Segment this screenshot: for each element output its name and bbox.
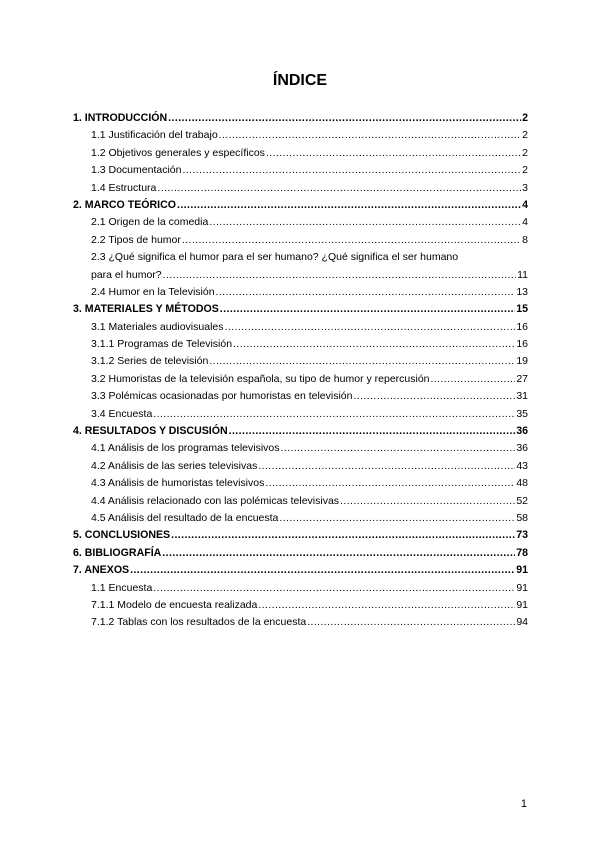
toc-entry-page: 2 (522, 129, 528, 142)
toc-entry-7-1-2[interactable] (73, 614, 528, 631)
dot-leader (340, 493, 515, 510)
toc-entry-page: 43 (516, 459, 528, 472)
toc-entry-page: 36 (516, 425, 528, 438)
dot-leader (216, 284, 516, 301)
toc-entry-3-1-1[interactable] (73, 336, 528, 353)
dot-leader (307, 614, 515, 631)
toc-entry-label: 7. ANEXOS (73, 564, 130, 577)
toc-entry-3-2[interactable] (73, 371, 528, 388)
toc-entry-label: 3.1 Materiales audiovisuales (91, 320, 224, 333)
toc-entry-label: 3.1.1 Programas de Televisión (91, 338, 233, 351)
toc-entry-4-1[interactable] (73, 440, 528, 457)
toc-entry-label: 3.4 Encuesta (91, 407, 153, 420)
toc-entry-label: 4.4 Análisis relacionado con las polémicas televisivas (91, 494, 340, 507)
dot-leader (225, 319, 516, 336)
toc-entry-label: 1.1 Justificación del trabajo (91, 129, 218, 142)
dot-leader (171, 527, 515, 544)
dot-leader (177, 197, 521, 214)
toc-entry-7-1-1[interactable] (73, 597, 528, 614)
toc-entry-1-3[interactable] (73, 162, 528, 179)
toc-entry-page: 36 (516, 442, 528, 455)
toc-entry-1-introduccion[interactable] (73, 110, 528, 127)
dot-leader (219, 127, 522, 144)
toc-entry-label: 4.3 Análisis de humoristas televisivos (91, 477, 265, 490)
toc-entry-page: 19 (516, 355, 528, 368)
toc-entry-label: 3.3 Polémicas ocasionadas por humoristas en televisión (91, 390, 353, 403)
dot-leader (233, 336, 515, 353)
toc-entry-1-1[interactable] (73, 127, 528, 144)
dot-leader (265, 475, 515, 492)
dot-leader (162, 545, 515, 562)
toc-entry-4-2[interactable] (73, 458, 528, 475)
index-title: ÍNDICE (272, 72, 328, 89)
toc-entry-page: 8 (522, 233, 528, 246)
toc-entry-6-bibliografia[interactable] (73, 545, 528, 562)
toc-entry-page: 94 (516, 616, 528, 629)
toc-entry-page: 4 (522, 198, 528, 211)
toc-entry-3-1[interactable] (73, 319, 528, 336)
toc-entry-label: 1.3 Documentación (91, 164, 182, 177)
toc-entry-7-anexos[interactable] (73, 562, 528, 579)
toc-entry-4-5[interactable] (73, 510, 528, 527)
dot-leader (281, 440, 516, 457)
toc-entry-page: 13 (516, 285, 528, 298)
toc-entry-label: 5. CONCLUSIONES (73, 529, 171, 542)
toc-entry-3-3[interactable] (73, 388, 528, 405)
toc-entry-label: 3.2 Humoristas de la televisión española, su tipo de humor y repercusión (91, 372, 430, 385)
dot-leader (153, 406, 515, 423)
toc-entry-2-marco-teorico[interactable] (73, 197, 528, 214)
toc-entry-label: 3. MATERIALES Y MÉTODOS (73, 303, 219, 316)
toc-entry-page: 31 (516, 390, 528, 403)
toc-entry-4-4[interactable] (73, 493, 528, 510)
toc-entry-label: 3.1.2 Series de televisión (91, 355, 209, 368)
dot-leader (229, 423, 516, 440)
toc-entry-page: 27 (516, 372, 528, 385)
toc-entry-page: 11 (517, 268, 528, 281)
toc-entry-label: 1.4 Estructura (91, 181, 157, 194)
dot-leader (157, 180, 521, 197)
dot-leader (182, 232, 521, 249)
page-number: 1 (520, 798, 527, 810)
toc-entry-page: 2 (522, 164, 528, 177)
dot-leader (266, 145, 521, 162)
dot-leader (353, 388, 515, 405)
toc-entry-2-3[interactable] (73, 249, 528, 284)
toc-entry-page: 52 (516, 494, 528, 507)
toc-entry-label: 7.1.1 Modelo de encuesta realizada (91, 598, 258, 611)
toc-entry-page: 3 (522, 181, 528, 194)
dot-leader (279, 510, 515, 527)
toc-entry-label: 4.5 Análisis del resultado de la encuesta (91, 511, 279, 524)
dot-leader (130, 562, 515, 579)
toc-entry-2-1[interactable] (73, 214, 528, 231)
toc-entry-4-3[interactable] (73, 475, 528, 492)
dot-leader (431, 371, 516, 388)
toc-entry-label-line1: 2.3 ¿Qué significa el humor para el ser humano? ¿Qué significa el ser humano (91, 251, 459, 264)
toc-entry-page: 15 (516, 303, 528, 316)
toc-entry-label: 2. MARCO TEÓRICO (73, 198, 176, 211)
toc-entry-page: 91 (516, 598, 528, 611)
toc-entry-page: 35 (516, 407, 528, 420)
toc-entry-2-4[interactable] (73, 284, 528, 301)
toc-entry-3-materiales[interactable] (73, 301, 528, 318)
dot-leader (209, 353, 515, 370)
toc-entry-line2 (91, 267, 528, 284)
toc-entry-label: 7.1.2 Tablas con los resultados de la encuesta (91, 616, 307, 629)
toc-entry-label: 1.1 Encuesta (91, 581, 153, 594)
toc-entry-label: 4.2 Análisis de las series televisivas (91, 459, 258, 472)
dot-leader (258, 458, 515, 475)
table-of-contents (73, 110, 528, 632)
dot-leader (168, 110, 521, 127)
toc-entry-label: 6. BIBLIOGRAFÍA (73, 546, 162, 559)
toc-entry-label: 2.2 Tipos de humor (91, 233, 181, 246)
toc-entry-page: 78 (516, 546, 528, 559)
toc-entry-label: 4. RESULTADOS Y DISCUSIÓN (73, 425, 228, 438)
dot-leader (258, 597, 515, 614)
toc-entry-page: 48 (516, 477, 528, 490)
toc-entry-label: 4.1 Análisis de los programas televisivos (91, 442, 280, 455)
toc-entry-2-2[interactable] (73, 232, 528, 249)
toc-entry-label: 1.2 Objetivos generales y específicos (91, 146, 265, 159)
toc-entry-label: 2.4 Humor en la Televisión (91, 285, 215, 298)
toc-entry-1-4[interactable] (73, 180, 528, 197)
toc-entry-label: 2.1 Origen de la comedia (91, 216, 209, 229)
toc-entry-3-4[interactable] (73, 406, 528, 423)
toc-entry-label-line2: para el humor? (91, 268, 162, 281)
dot-leader (220, 301, 515, 318)
toc-entry-page: 58 (516, 511, 528, 524)
dot-leader (182, 162, 521, 179)
toc-entry-4-resultados[interactable] (73, 423, 528, 440)
toc-entry-page: 91 (516, 581, 528, 594)
toc-entry-3-1-2[interactable] (73, 353, 528, 370)
toc-entry-page: 4 (522, 216, 528, 229)
toc-entry-page: 2 (522, 146, 528, 159)
dot-leader (163, 267, 516, 284)
toc-entry-page: 73 (516, 529, 528, 542)
toc-entry-label: 1. INTRODUCCIÓN (73, 112, 168, 124)
toc-entry-1-2[interactable] (73, 145, 528, 162)
toc-entry-page: 16 (516, 338, 528, 351)
toc-entry-page: 2 (522, 112, 528, 124)
dot-leader (153, 580, 515, 597)
toc-entry-anexo-1-1[interactable] (73, 580, 528, 597)
toc-entry-page: 91 (516, 564, 528, 577)
toc-entry-page: 16 (516, 320, 528, 333)
toc-entry-5-conclusiones[interactable] (73, 527, 528, 544)
dot-leader (209, 214, 521, 231)
